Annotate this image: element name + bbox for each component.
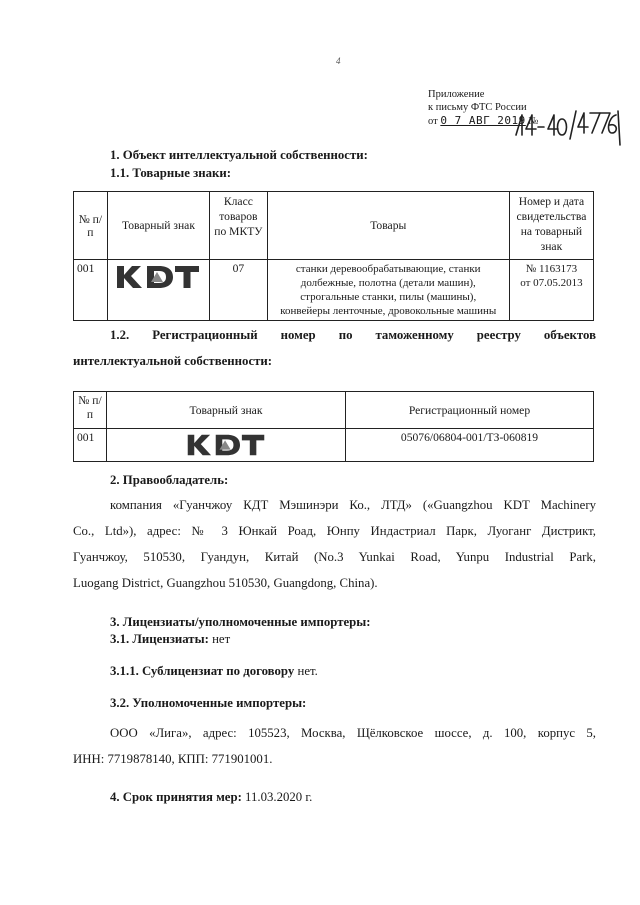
section-3-2-title: 3.2. Уполномоченные импортеры: (110, 696, 307, 710)
section-4: 4. Срок принятия мер: 11.03.2020 г. (110, 790, 313, 804)
row-class: 07 (210, 260, 267, 321)
paragraph-line: Гуанчжоу, 510530, Гуандун, Китай (No.3 Yunkai Road, Yunpu Industrial Park, (73, 550, 596, 564)
appendix-date-line: от 0 7 АВГ 2019 № (428, 114, 539, 127)
appendix-letter-ref: к письму ФТС России (428, 102, 527, 113)
header-num: № п/п (74, 392, 107, 429)
row-cert: № 1163173 от 07.05.2013 (509, 260, 593, 321)
section-1-2-title-cont: интеллектуальной собственности: (73, 354, 273, 368)
table-row (74, 429, 594, 462)
header-class: Класс товаров по МКТУ (210, 192, 267, 260)
table-header-row (74, 192, 594, 260)
header-reg-number: Регистрационный номер (346, 392, 594, 429)
appendix-block (428, 88, 538, 128)
header-trademark: Товарный знак (107, 192, 209, 260)
section-2-title: 2. Правообладатель: (110, 473, 229, 487)
row-num: 001 (74, 260, 108, 321)
appendix-date-stamp: 0 7 АВГ 2019 (440, 114, 526, 127)
header-cert: Номер и дата свидетельства на товарный знак (509, 192, 593, 260)
section-3-title: 3. Лицензиаты/уполномоченные импортеры: (110, 615, 371, 629)
rightholder-paragraph (73, 492, 596, 596)
handwritten-number-signature (512, 105, 622, 147)
kdt-logo-icon (113, 262, 203, 292)
paragraph-line: ООО «Лига», адрес: 105523, Москва, Щёлковское шоссе, д. 100, корпус 5, (110, 726, 596, 740)
kdt-logo-icon (180, 431, 272, 459)
table-header-row (74, 392, 594, 429)
row-logo-cell (107, 429, 346, 462)
section-1-title: 1. Объект интеллектуальной собственности: (110, 148, 368, 162)
table-row (74, 260, 594, 321)
section-1-2-title: 1.2. Регистрационный номер по таможенному реестру объектов (110, 328, 596, 342)
paragraph-line: компания «Гуанчжоу КДТ Мэшинэри Ко., ЛТД» («Guangzhou KDT Machinery (110, 498, 596, 512)
page-number: 4 (336, 56, 341, 66)
section-3-1-1: 3.1.1. Сублицензиат по договору нет. (110, 664, 318, 678)
paragraph-line: Luogang District, Guangzhou 510530, Guangdong, China). (73, 576, 378, 590)
paragraph-line: Co., Ltd»), адрес: № 3 Юнкай Роад, Юнпу Индастриал Парк, Луоганг Дистрикт, (73, 524, 596, 538)
row-num: 001 (74, 429, 107, 462)
section-1-1-title: 1.1. Товарные знаки: (110, 166, 232, 180)
row-reg-number: 05076/06804-001/ТЗ-060819 (346, 429, 594, 462)
paragraph-line: ИНН: 7719878140, КПП: 771901001. (73, 752, 273, 766)
row-goods: станки деревообрабатывающие, станки долбежные, полотна (детали машин), строгальные станки, пилы (машины), конвейеры ленточные, дровокольные машины (267, 260, 509, 321)
appendix-title: Приложение (428, 89, 485, 100)
importer-paragraph (73, 720, 596, 772)
trademarks-table (73, 191, 594, 321)
customs-register-table (73, 391, 594, 462)
header-trademark: Товарный знак (107, 392, 346, 429)
row-logo-cell (107, 260, 209, 321)
header-goods: Товары (267, 192, 509, 260)
header-num: № п/п (74, 192, 108, 260)
section-3-1: 3.1. Лицензиаты: нет (110, 632, 231, 646)
